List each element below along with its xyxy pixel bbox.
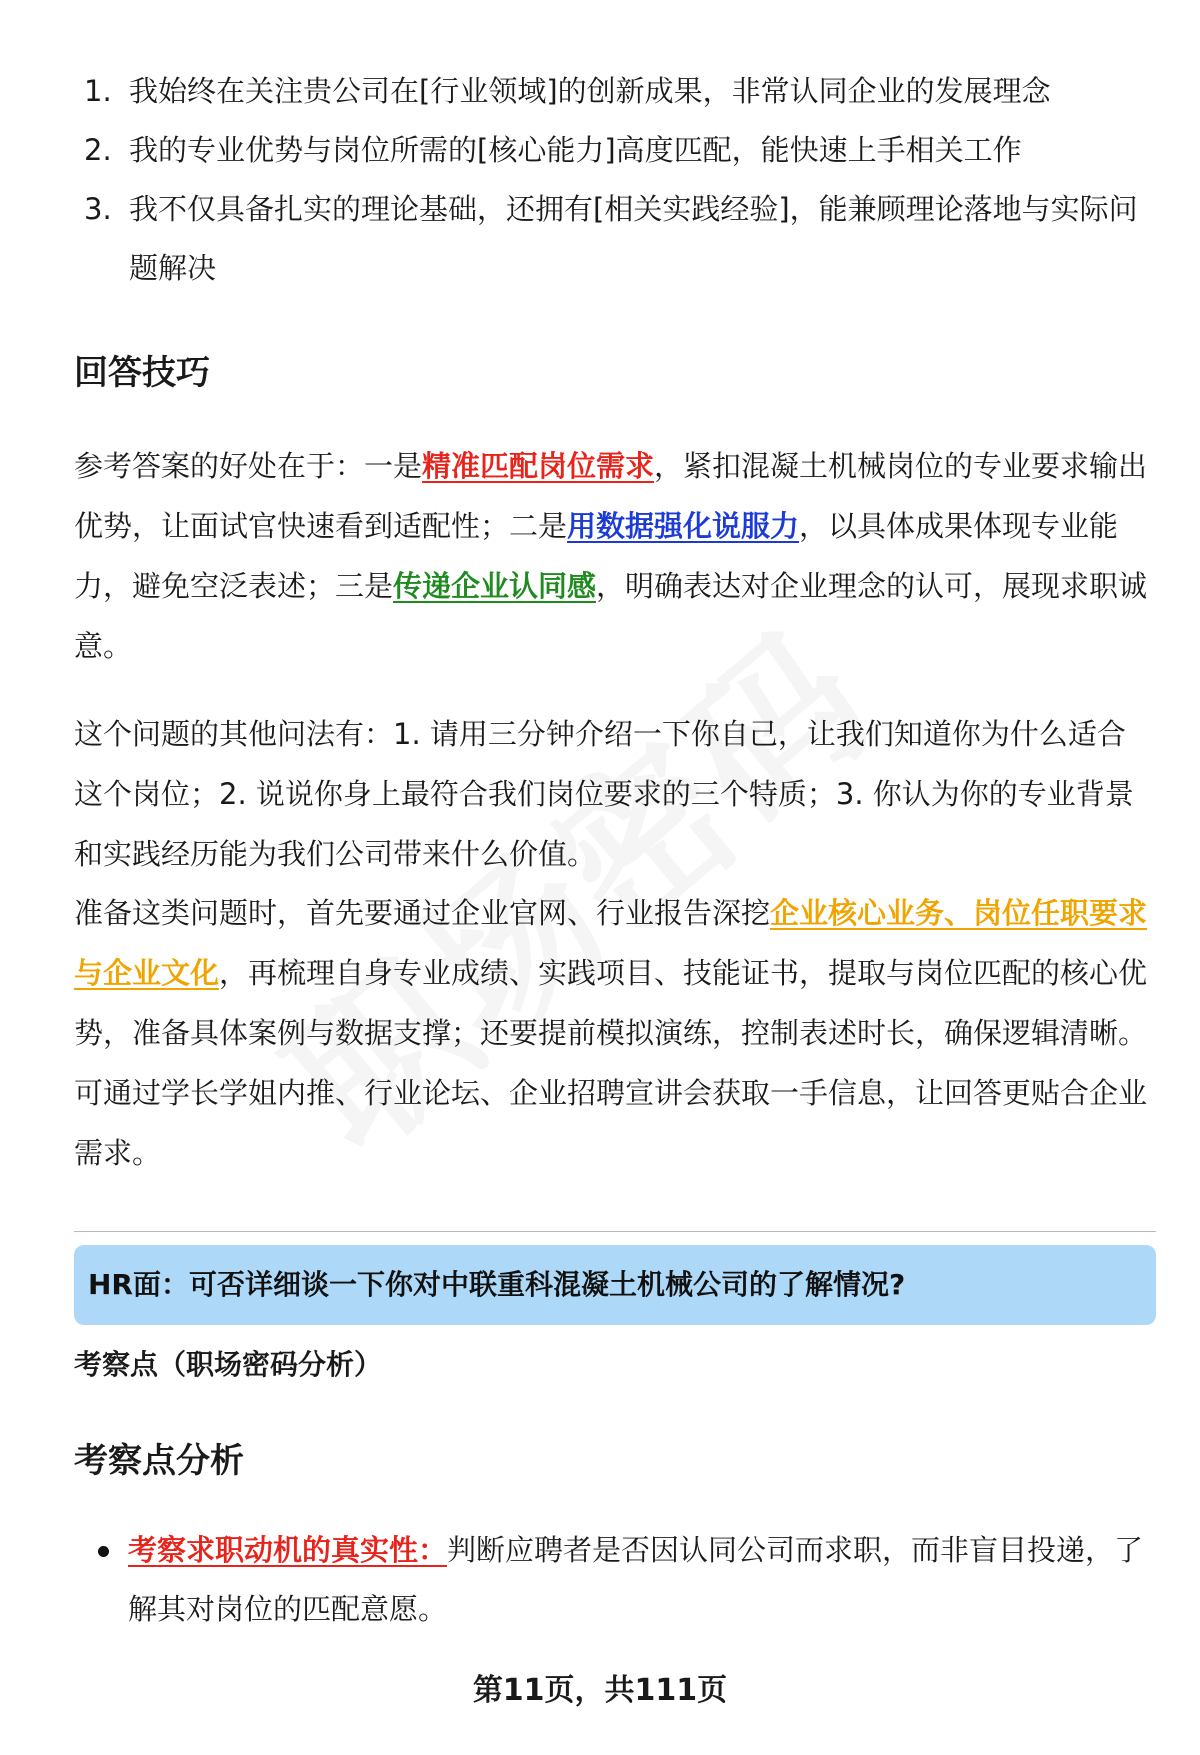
highlight-orange: 企业核心业务、岗位任职要求与企业文化 [74,896,1148,990]
list-number: 1. [84,74,112,108]
prep-text: ，再梳理自身专业成绩、实践项目、技能证书，提取与岗位匹配的核心优势，准备具体案例与数据支撑；还要提前模拟演练，控制表述时长，确保逻辑清晰。可通过学长学姐内推、行业论坛、企业招聘宣讲会获取一手信息，让回答更贴合企业需求。 [74,956,1148,1170]
highlight-red: 精准匹配岗位需求 [422,449,655,483]
prep-paragraph [74,883,1154,1183]
hr-question-box: HR面：可否详细谈一下你对中联重科混凝土机械公司的了解情况? [74,1245,1156,1325]
tips-text: ，以具体成果体现专业能力，避免空泛表述；三是 [74,509,1119,603]
answer-points-list [74,62,1154,298]
alt-questions-paragraph: 这个问题的其他问法有：1. 请用三分钟介绍一下你自己，让我们知道你为什么适合这个岗位；2. 说说你身上最符合我们岗位要求的三个特质；3. 你认为你的专业背景和实践经历能为我们公司带来什么价值。 [74,717,1134,871]
analysis-heading: 考察点分析 [74,1441,244,1481]
tips-text: 参考答案的好处在于：一是 [74,449,423,483]
list-text: 我不仅具备扎实的理论基础，还拥有[相关实践经验]，能兼顾理论落地与实际问题解决 [129,192,1138,285]
highlight-blue: 用数据强化说服力 [567,509,800,543]
bullet-item [74,1521,1154,1639]
tips-paragraph [74,436,1154,676]
section-divider [74,1231,1156,1232]
list-item [74,121,1154,180]
tips-text: ，紧扣混凝土机械岗位的专业要求输出优势，让面试官快速看到适配性；二是 [74,449,1148,543]
prep-text: 准备这类问题时，首先要通过企业官网、行业报告深挖 [74,896,771,930]
list-text: 我的专业优势与岗位所需的[核心能力]高度匹配，能快速上手相关工作 [129,133,1022,167]
page-number-footer: 第11页，共111页 [472,1673,728,1708]
list-item [74,62,1154,121]
bullet-highlight: 考察求职动机的真实性： [128,1533,448,1567]
analysis-list [74,1521,1154,1639]
subhead: 考察点（职场密码分析） [74,1348,383,1381]
list-item [74,180,1154,298]
list-number: 3. [84,192,112,226]
bullet-text: 判断应聘者是否因认同公司而求职，而非盲目投递，了解其对岗位的匹配意愿。 [128,1533,1144,1626]
list-number: 2. [84,133,112,167]
tips-text: ，明确表达对企业理念的认可，展现求职诚意。 [74,569,1148,663]
list-text: 我始终在关注贵公司在[行业领域]的创新成果，非常认同企业的发展理念 [129,74,1051,108]
highlight-green: 传递企业认同感 [393,569,597,603]
answer-tips-heading: 回答技巧 [74,353,210,393]
bullet-dot-icon [98,1546,109,1557]
